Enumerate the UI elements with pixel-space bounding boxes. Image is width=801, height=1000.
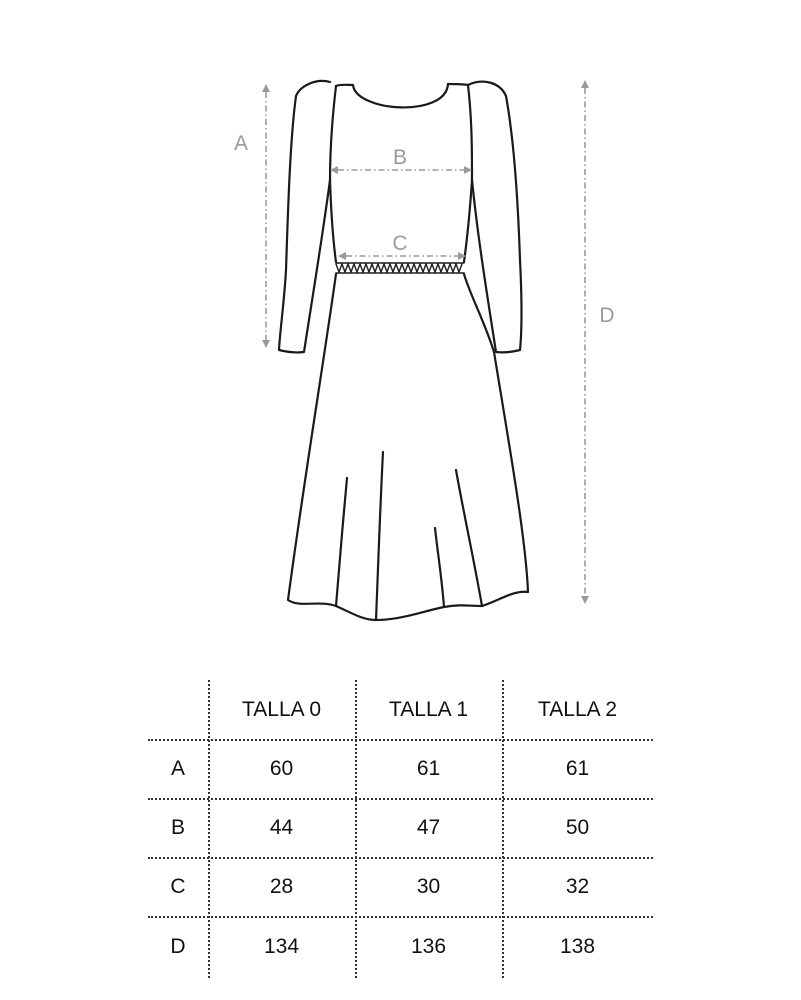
left-sleeve	[279, 81, 330, 352]
bodice-left-side	[330, 180, 336, 262]
table-cell: 61	[565, 756, 590, 780]
table-cell: 134	[263, 935, 300, 958]
header-talla-0: TALLA 0	[242, 697, 321, 721]
table-cell: 44	[269, 815, 294, 839]
skirt-fold-1	[336, 478, 347, 606]
skirt-fold-3	[435, 528, 444, 607]
label-d: D	[599, 304, 615, 327]
measure-b	[330, 146, 472, 174]
table-cell: 60	[269, 756, 294, 780]
measure-c	[338, 232, 466, 260]
table-cell: 61	[416, 756, 441, 780]
label-c: C	[392, 232, 408, 255]
label-a: A	[233, 132, 249, 155]
neckline	[353, 84, 448, 107]
measure-d	[581, 80, 615, 604]
skirt-fold-2	[376, 452, 383, 620]
table-cell: 136	[410, 935, 447, 958]
header-talla-2: TALLA 2	[538, 697, 617, 721]
skirt-fold-4	[456, 470, 482, 606]
table-cell: 32	[565, 874, 590, 898]
table-cell: 50	[565, 815, 590, 839]
table-cell: 30	[416, 874, 441, 898]
right-sleeve	[468, 82, 522, 353]
waist-elastic	[336, 264, 462, 272]
right-sleeve-seam	[468, 85, 472, 180]
left-sleeve-seam	[330, 86, 336, 180]
row-label-d: D	[170, 935, 186, 958]
row-label-c: C	[170, 874, 186, 898]
row-label-a: A	[170, 756, 185, 780]
size-table	[148, 680, 653, 978]
bodice-right-side	[464, 180, 472, 262]
table-cell: 138	[559, 935, 596, 958]
table-cell: 47	[416, 815, 441, 839]
measure-a	[234, 84, 270, 348]
table-cell: 28	[269, 874, 294, 898]
header-talla-1: TALLA 1	[389, 697, 468, 721]
row-label-b: B	[170, 815, 185, 839]
label-b: B	[392, 146, 408, 169]
